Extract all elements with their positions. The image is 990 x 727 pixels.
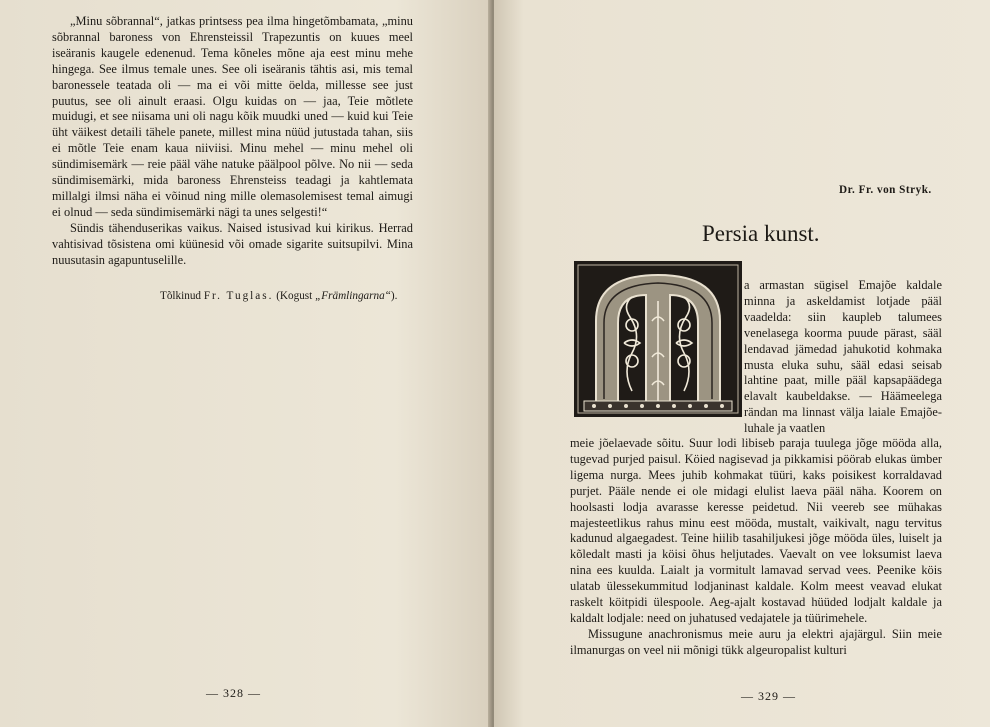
page-number-right: — 329 — xyxy=(741,689,796,703)
left-page-body xyxy=(52,14,413,269)
credit-source-close: ). xyxy=(390,290,398,302)
paragraph: meie jõelaevade sõitu. Suur lodi libiseb paraja tuulega jõge mööda alla, tugevad purjed paisul. Köied nagisevad ja pikkamisi pöörab elukas ümber ligema nurga. Mees juhib kohmakat tüüri, kaks poisikest korraldavad purjet. Pääle nende ei ole midagi elulist laeva pääl näha. Koorem on hoolsasti lodja avarasse keresse peidetud. Nii veereb see mühakas majesteetlikus rahus minu eest mööda, mustalt, vaikivalt, nagu tervitus kadunud algaegadest. Teine hiilib tasahiljukesi jõge mööda üles, luiselt ja kõledalt masti ja köisi õhus heljutades. Vaevalt on vee loksumist laeva nina ees kuulda. Laialt ja vormitult lamavad servad vees. Peenike köis ulatab ülessekummitud lodjaninast kaldale. Kolm meest veavad elukat raskelt köitpidi ülespoole. Aeg-ajalt kostavad hüüded lodjalt kaldale ja kaldalt lodjale: need on juhatused vedajatele ja tüürimehele. xyxy=(570,436,942,625)
credit-prefix: Tõlkinud xyxy=(160,290,202,302)
translator-credit xyxy=(160,290,397,302)
article-author: Dr. Fr. von Stryk. xyxy=(839,184,932,196)
paragraph: Missugune anachronismus meie auru ja elektri ajajärgul. Siin meie ilmanurgas on veel nii mõnigi tükk algeuropalist kulturi xyxy=(570,626,942,657)
credit-source-open: (Kogust xyxy=(276,290,313,302)
dropcap-wrapped-text xyxy=(744,278,942,437)
credit-source-title: „Främlingarna“ xyxy=(315,290,391,302)
left-page xyxy=(0,0,494,727)
article-title: Persia kunst. xyxy=(702,221,820,246)
translator-name: Fr. Tuglas. xyxy=(203,290,274,302)
ornamental-dropcap-m xyxy=(574,261,742,417)
paragraph: „Minu sõbrannal“, jatkas printsess pea ilma hingetõmbamata, „minu sõbrannal baroness von Ehrensteissil Trapezuntis on kuues meel iseäranis kaugele edenenud. Tema kõneles mõne aja eest minu mehe hingega. See ilmus temale unes. See oli iseäranis tähtis asi, mis temal baronessele teatada oli — ma ei või mitte öelda, millesse see just puutus, see oli ainult eraasi. Olgu kuidas on — jaa, Teie mõtlete muidugi, et see niisama uni oli nagu kõik muudki uned — kuid kui Teie üht väikest detaili tähele panete, millest mina nüüd jutustada tahan, siis ei mõtle Teie enam kaua niiviisi. Minu mehel — minu mehel oli sündimisemärk — reie pääl vähe natuke päälpool põlve. No nii — seda sündimisemärki, mida baroness Ehrensteiss teadagi ja kahtlemata millalgi ilmsi näha ei võinud ning mille olemasolemisest temal aimugi ei olnud — seda sündimisemärki nägi ta unes selgesti!“ xyxy=(52,14,413,219)
right-page-body xyxy=(570,436,942,659)
page-number-left: — 328 — xyxy=(206,686,261,700)
right-page xyxy=(494,0,990,727)
paragraph: Sündis tähenduserikas vaikus. Naised istusivad kui kirikus. Herrad vahtisivad tõsistena omi küünesid või omade sigarite suitsupilvi. Mina nuusutasin agapuntuselille. xyxy=(52,220,413,267)
paragraph: a armastan sügisel Emajõe kaldale minna ja askeldamist lotjade pääl vaadelda: siin kaupleb talumees venelasega koorma puude pärast, sääl lendavad jämedad jahukotid kohmaka musta eluka suhu, sääl edasi seisab lahtine paat, mille pääl kapsapäädega elavalt kaubeldakse. — Häämeelega rändan ma linnast välja laiale Emajõe-luhale ja vaatlen xyxy=(744,278,942,436)
